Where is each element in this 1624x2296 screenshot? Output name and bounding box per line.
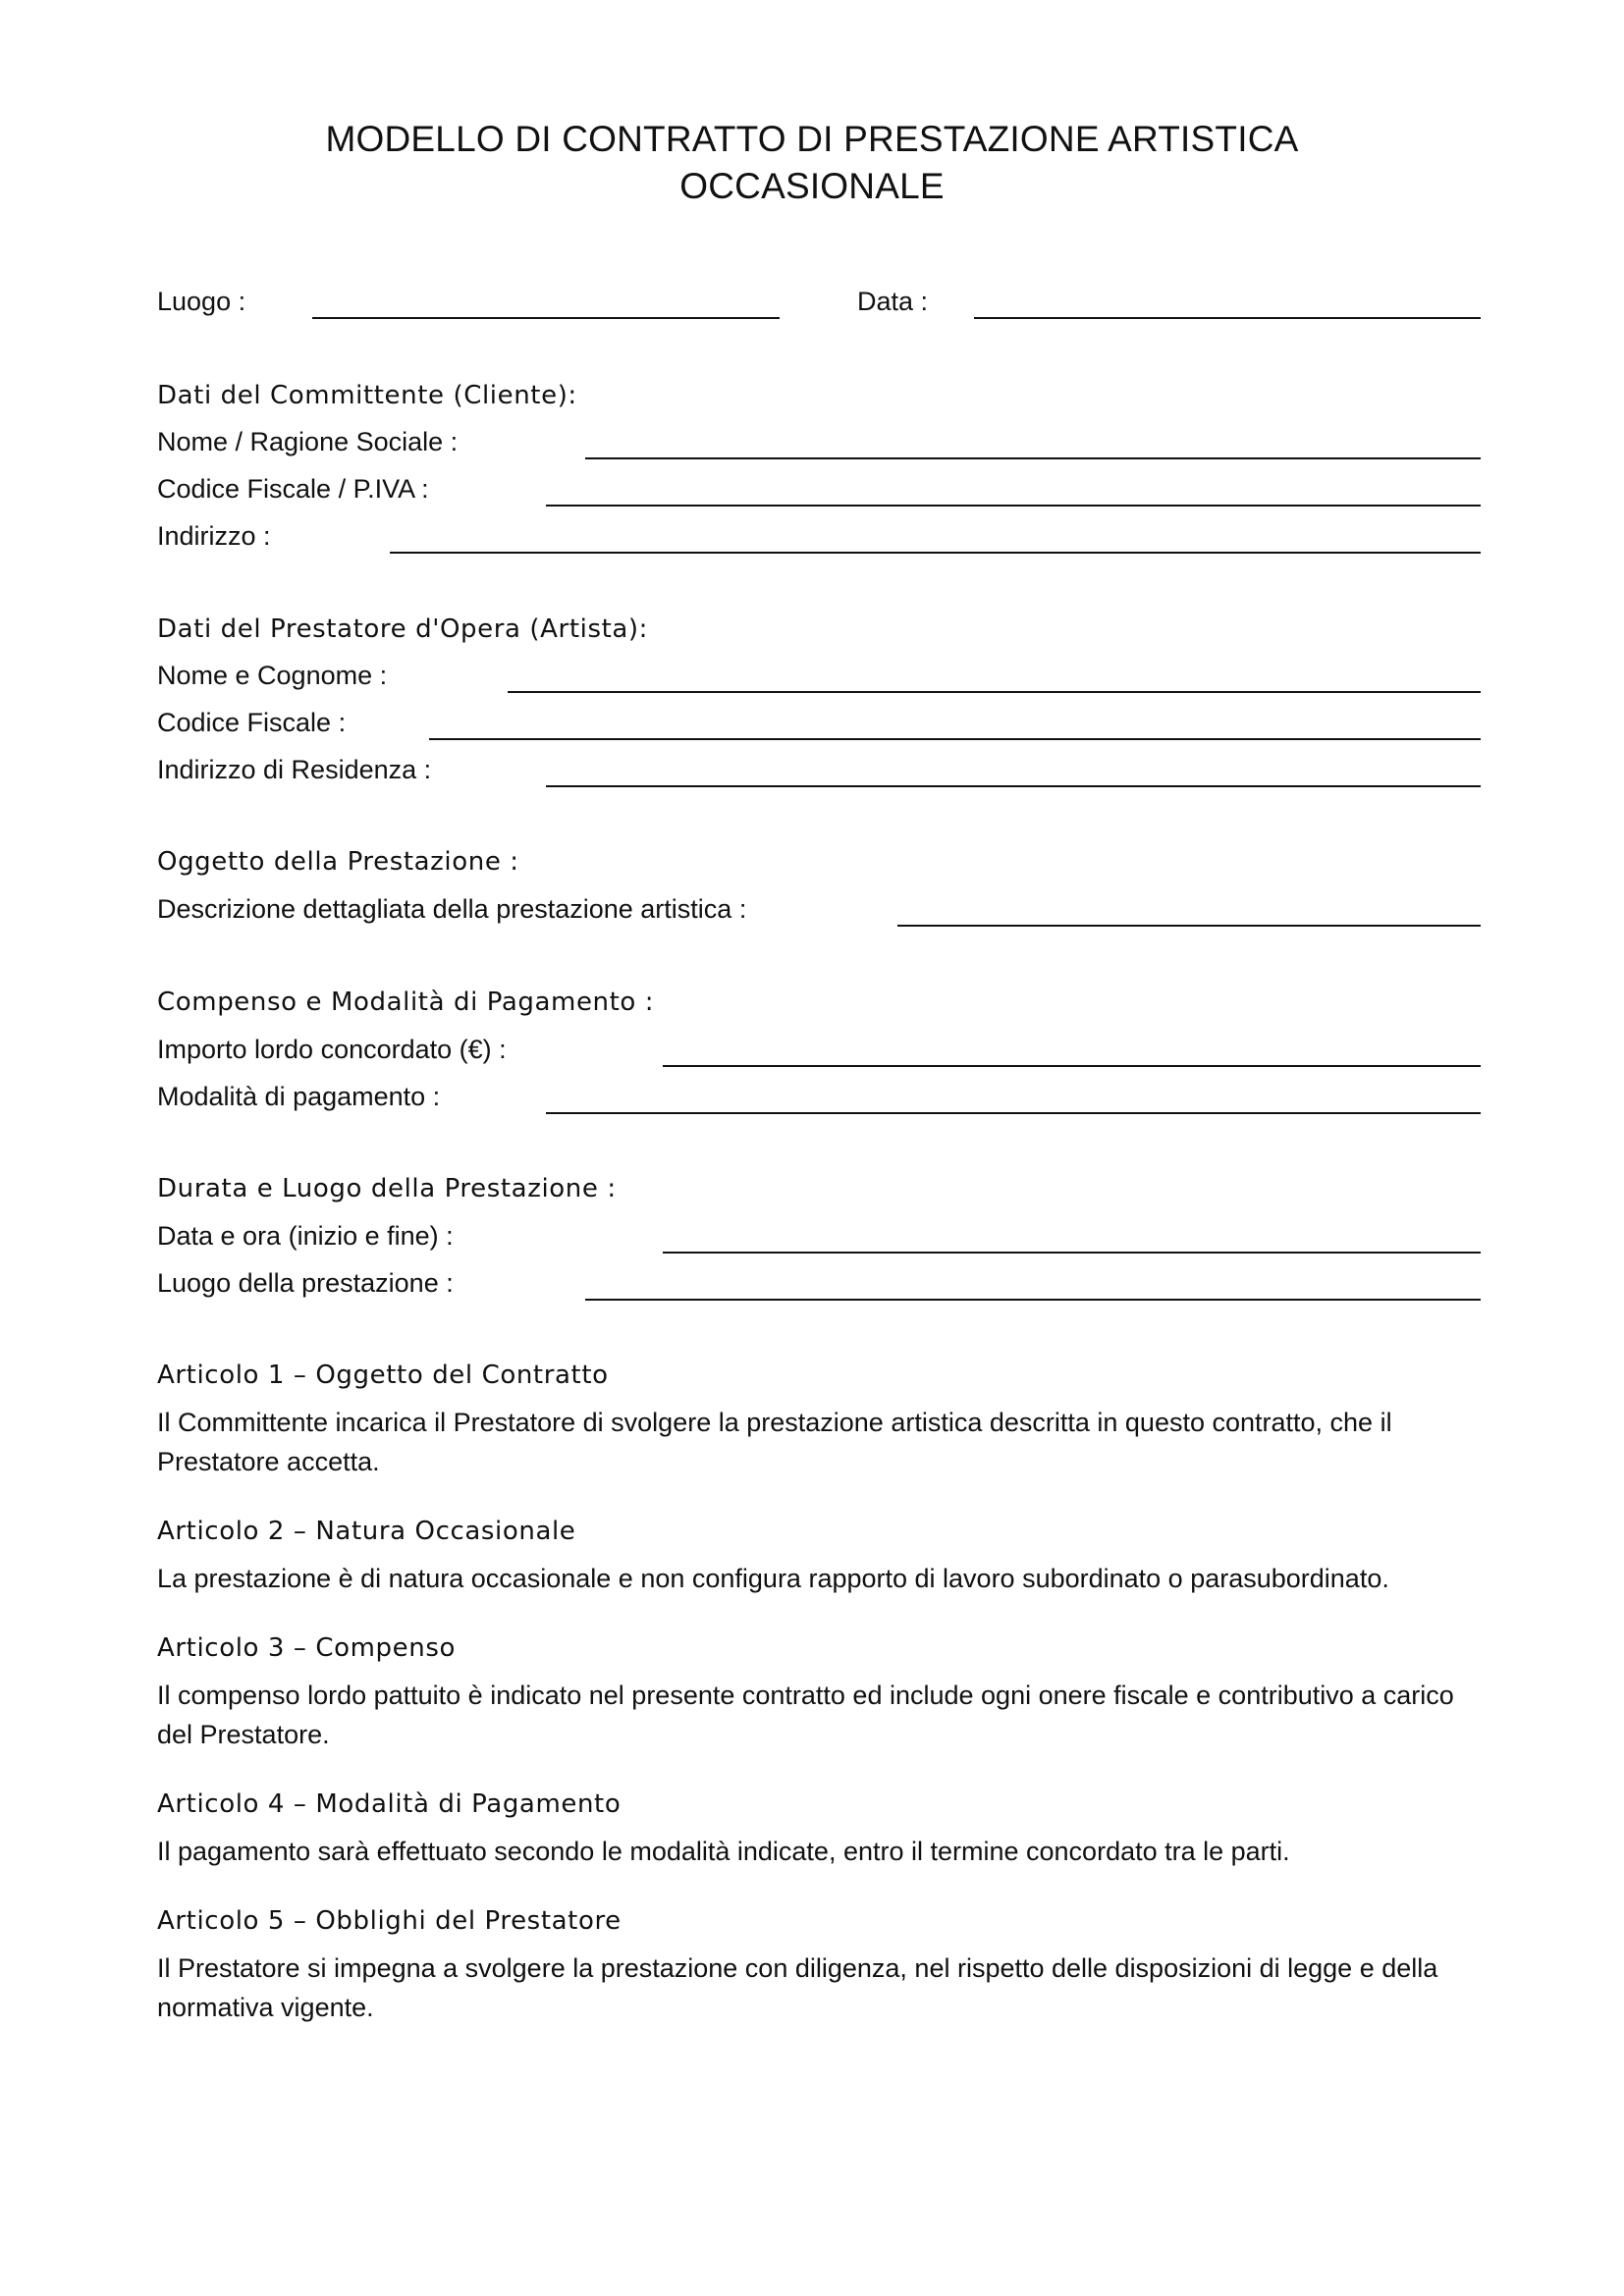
committente-heading: Dati del Committente (Cliente): (157, 381, 577, 410)
data-ora-field[interactable] (663, 1252, 1481, 1254)
article-3-text: Il compenso lordo pattuito è indicato nel presente contratto ed include ogni onere fiscale e contributivo a carico del Prestatore. (157, 1681, 1454, 1749)
compenso-heading: Compenso e Modalità di Pagamento : (157, 988, 655, 1017)
committente-nome-label: Nome / Ragione Sociale : (157, 427, 459, 456)
prestatore-cf-label: Codice Fiscale : (157, 708, 347, 737)
luogo-label: Luogo : (157, 287, 246, 316)
oggetto-heading: Oggetto della Prestazione : (157, 847, 519, 877)
data-label: Data : (857, 287, 929, 316)
article-3-title: Articolo 3 – Compenso (157, 1633, 456, 1663)
prestatore-nome-field[interactable] (508, 691, 1481, 693)
article-5-text: Il Prestatore si impegna a svolgere la prestazione con diligenza, nel rispetto delle disposizioni di legge e della normativa vigente. (157, 1953, 1438, 2022)
oggetto-descrizione-field[interactable] (897, 925, 1481, 927)
oggetto-descrizione-label: Descrizione dettagliata della prestazione artistica : (157, 894, 747, 924)
committente-cf-field[interactable] (546, 505, 1481, 507)
data-ora-label: Data e ora (inizio e fine) : (157, 1221, 454, 1251)
luogo-prestazione-label: Luogo della prestazione : (157, 1268, 454, 1298)
article-4-title: Articolo 4 – Modalità di Pagamento (157, 1789, 622, 1819)
prestatore-heading: Dati del Prestatore d'Opera (Artista): (157, 614, 649, 644)
durata-heading: Durata e Luogo della Prestazione : (157, 1174, 617, 1203)
importo-field[interactable] (663, 1065, 1481, 1067)
article-5-title: Articolo 5 – Obblighi del Prestatore (157, 1906, 622, 1936)
luogo-field[interactable] (312, 317, 780, 319)
committente-indirizzo-label: Indirizzo : (157, 521, 271, 551)
modalita-field[interactable] (546, 1112, 1481, 1114)
data-field[interactable] (974, 317, 1481, 319)
article-1-title: Articolo 1 – Oggetto del Contratto (157, 1361, 609, 1390)
article-2-title: Articolo 2 – Natura Occasionale (157, 1517, 576, 1546)
committente-nome-field[interactable] (585, 457, 1481, 459)
article-2-text: La prestazione è di natura occasionale e non configura rapporto di lavoro subordinato o parasubordinato. (157, 1564, 1389, 1593)
prestatore-cf-field[interactable] (429, 738, 1481, 740)
title-line-1: MODELLO DI CONTRATTO DI PRESTAZIONE ARTISTICA (325, 119, 1299, 159)
committente-indirizzo-field[interactable] (390, 552, 1481, 554)
document-title (0, 116, 1624, 210)
article-1-text: Il Committente incarica il Prestatore di svolgere la prestazione artistica descritta in questo contratto, che il Prestatore accetta. (157, 1408, 1392, 1476)
prestatore-indirizzo-label: Indirizzo di Residenza : (157, 755, 432, 784)
importo-label: Importo lordo concordato (€) : (157, 1035, 507, 1064)
modalita-label: Modalità di pagamento : (157, 1082, 441, 1111)
luogo-prestazione-field[interactable] (585, 1299, 1481, 1301)
committente-cf-label: Codice Fiscale / P.IVA : (157, 474, 429, 504)
prestatore-indirizzo-field[interactable] (546, 785, 1481, 787)
article-4-text: Il pagamento sarà effettuato secondo le modalità indicate, entro il termine concordato tra le parti. (157, 1837, 1290, 1866)
title-line-2: OCCASIONALE (679, 166, 945, 206)
prestatore-nome-label: Nome e Cognome : (157, 661, 388, 690)
